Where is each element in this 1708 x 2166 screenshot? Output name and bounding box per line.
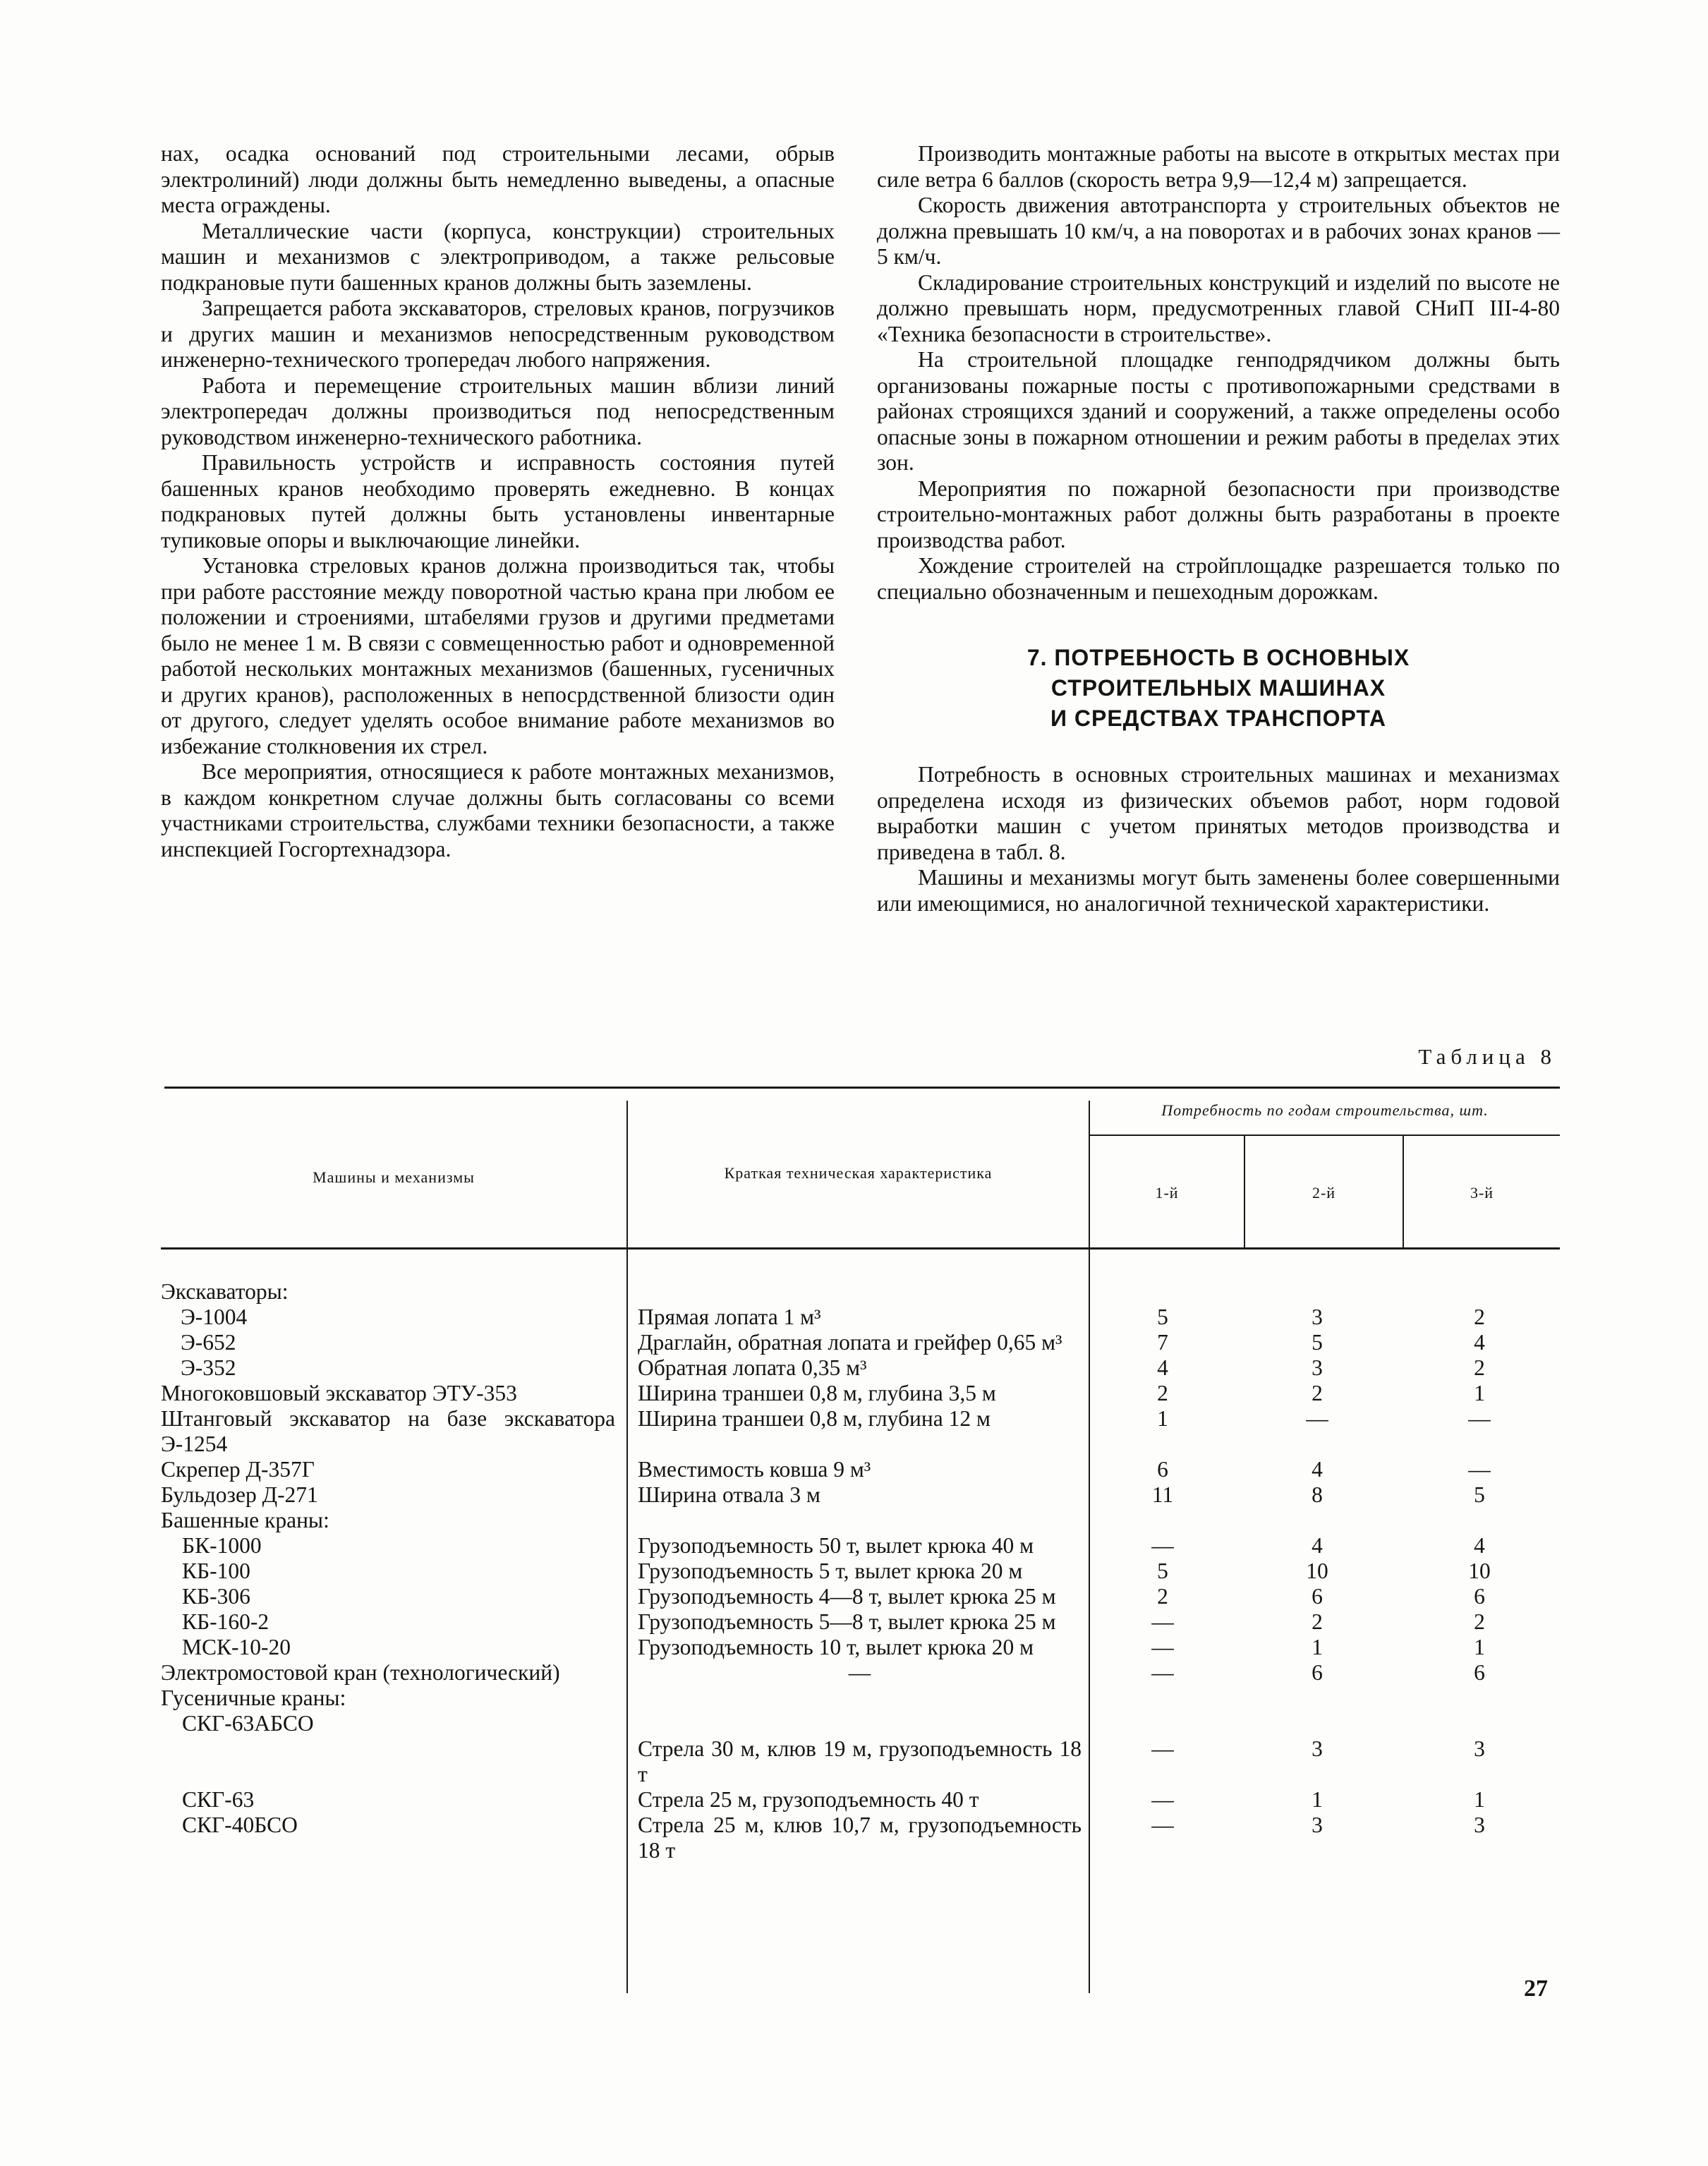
year-1-value: 11 <box>1151 1482 1174 1507</box>
year-2-value: 2 <box>1312 1381 1323 1405</box>
paragraph: Установка стреловых кранов должна производиться так, чтобы при работе расстояние между поворотной частью крана при любом ее положении и строениями, штабелями грузов и другими предметами было не менее 1 м. В связи с совмещенностью работ и одновременной работой нескольких монтажных механизмов (башенных, гусеничных и других кранов), расположенных в непосрдственной близости один от другого, следует уделять особое внимание работе механизмов во избежание столкновения их стрел. <box>161 553 835 758</box>
year-2-value: 3 <box>1312 1813 1323 1837</box>
year-3-value: — <box>1468 1406 1491 1431</box>
table-row <box>161 1406 1561 1457</box>
table-row <box>161 1584 1561 1609</box>
header-year-1: 1-й <box>1155 1184 1179 1202</box>
year-1-value: 4 <box>1157 1355 1168 1380</box>
year-1-value: 6 <box>1157 1457 1168 1482</box>
machine-name: КБ-306 <box>182 1584 250 1609</box>
machine-name: Э-1004 <box>181 1305 248 1329</box>
year-1-value: 2 <box>1157 1584 1168 1609</box>
year-3-value: — <box>1468 1457 1491 1482</box>
table-row <box>161 1508 1561 1533</box>
year-2-value: 10 <box>1306 1559 1328 1583</box>
table-row <box>161 1305 1561 1330</box>
characteristic: Ширина траншеи 0,8 м, глубина 3,5 м <box>638 1381 996 1405</box>
machine-name: Э-652 <box>181 1330 236 1355</box>
machine-name: Скрепер Д-357Г <box>161 1457 315 1482</box>
paragraph: Складирование строительных конструкций и изделий по высоте не должно превышать норм, предусмотренных главой СНиП III-4-80 «Техника безопасности в строительстве». <box>877 270 1560 346</box>
paragraph: Машины и механизмы могут быть заменены более совершенными или имеющимися, но аналогичной технической характеристики. <box>877 865 1560 916</box>
year-2-value: 2 <box>1312 1609 1323 1634</box>
table-row <box>161 1686 1561 1711</box>
paragraph: Хождение строителей на стройплощадке разрешается только по специально обозначенным и пешеходным дорожкам. <box>877 553 1560 604</box>
page-number: 27 <box>1524 1976 1548 2002</box>
section-heading-line: И СРЕДСТВАХ ТРАНСПОРТА <box>1050 706 1387 731</box>
paragraph: Металлические части (корпуса, конструкции) строительных машин и механизмов с электроприводом, а также рельсовые подкрановые пути башенных кранов должны быть заземлены. <box>161 218 835 295</box>
table-row <box>161 1355 1561 1381</box>
table-row <box>161 1330 1561 1355</box>
year-3-value: 3 <box>1474 1736 1485 1761</box>
paragraph: Скорость движения автотранспорта у строительных объектов не должна превышать 10 км/ч, а на поворотах и в рабочих зонах кранов — 5 км/ч. <box>877 193 1560 269</box>
paragraph: Все мероприятия, относящиеся к работе монтажных механизмов, в каждом конкретном случае должны быть согласованы со всеми участниками строительства, службами техники безопасности, а также инспекцией Госгортехнадзора. <box>161 759 835 861</box>
table-top-rule <box>164 1087 1560 1089</box>
left-text-column <box>161 141 835 862</box>
characteristic: Стрела 30 м, клюв 19 м, грузоподъемность 18 т <box>638 1736 1082 1786</box>
year-3-value: 3 <box>1474 1813 1485 1837</box>
year-1-value: — <box>1151 1609 1174 1634</box>
machine-name: Многоковшовый экскаватор ЭТУ-353 <box>161 1381 517 1405</box>
year-1-value: 2 <box>1157 1381 1168 1405</box>
table-row <box>161 1813 1561 1863</box>
machine-name: БК-1000 <box>182 1533 262 1558</box>
characteristic: Грузоподъемность 50 т, вылет крюка 40 м <box>638 1533 1034 1558</box>
year-2-value: 8 <box>1312 1482 1323 1507</box>
paragraph: нах, осадка оснований под строительными лесами, обрыв электролиний) люди должны быть немедленно выведены, а опасные места ограждены. <box>161 141 835 217</box>
year-2-value: 6 <box>1312 1660 1323 1685</box>
paragraph: Потребность в основных строительных машинах и механизмах определена исходя из физических объемов работ, норм годовой выработки машин с учетом принятых методов производства и приведена в табл. 8. <box>877 762 1560 864</box>
paragraph: Производить монтажные работы на высоте в открытых местах при силе ветра 6 баллов (скорость ветра 9,9—12,4 м) запрещается. <box>877 141 1560 192</box>
year-2-value: 6 <box>1312 1584 1323 1609</box>
year-3-value: 1 <box>1474 1635 1485 1659</box>
characteristic: Прямая лопата 1 м³ <box>638 1305 821 1329</box>
year-2-value: — <box>1306 1406 1328 1431</box>
year-2-value: 3 <box>1312 1355 1323 1380</box>
table-row <box>161 1635 1561 1660</box>
year-1-value: 5 <box>1157 1559 1168 1583</box>
characteristic: Ширина траншеи 0,8 м, глубина 12 м <box>638 1406 991 1431</box>
paragraph: Мероприятия по пожарной безопасности при производстве строительно-монтажных работ должны быть разработаны в проекте производства работ. <box>877 476 1560 552</box>
paragraph: На строительной площадке генподрядчиком должны быть организованы пожарные посты с противопожарными средствами в районах строящихся зданий и сооружений, а также определены особо опасные зоны в пожарном отношении и режим работы в пределах этих зон. <box>877 347 1560 475</box>
characteristic: Грузоподъемность 10 т, вылет крюка 20 м <box>638 1635 1034 1659</box>
table-row <box>161 1457 1561 1482</box>
year-1-value: 5 <box>1157 1305 1168 1329</box>
header-year-2: 2-й <box>1312 1184 1336 1202</box>
paragraph: Работа и перемещение строительных машин вблизи линий электропередач должны производиться под непосредственным руководством инженерно-технического работника. <box>161 373 835 449</box>
year-1-value: 1 <box>1157 1406 1168 1431</box>
year-3-value: 4 <box>1474 1330 1485 1355</box>
table-row <box>161 1787 1561 1813</box>
characteristic: Грузоподъемность 5—8 т, вылет крюка 25 м <box>638 1609 1056 1634</box>
section-heading-line: 7. ПОТРЕБНОСТЬ В ОСНОВНЫХ <box>1026 645 1410 670</box>
characteristic: Обратная лопата 0,35 м³ <box>638 1355 867 1380</box>
header-machines: Машины и механизмы <box>313 1168 475 1186</box>
machine-name: Гусеничные краны: <box>161 1686 346 1710</box>
table-body <box>161 1279 1561 1863</box>
machine-name: СКГ-63АБСО <box>182 1711 314 1736</box>
characteristic: Драглайн, обратная лопата и грейфер 0,65 м³ <box>638 1330 1062 1355</box>
year-2-value: 3 <box>1312 1305 1323 1329</box>
paragraph: Запрещается работа экскаваторов, стреловых кранов, погрузчиков и других машин и механизмов непосредственным руководством инженерно-технического тропередач любого напряжения. <box>161 296 835 372</box>
year-3-value: 1 <box>1474 1381 1485 1405</box>
year-3-value: 4 <box>1474 1533 1485 1558</box>
header-characteristic: Краткая техническая характеристика <box>724 1164 993 1182</box>
paragraph: Правильность устройств и исправность состояния путей башенных кранов необходимо проверять ежедневно. В концах подкрановых путей должны быть установлены инвентарные тупиковые опоры и выключающие линейки. <box>161 450 835 552</box>
table-row <box>161 1609 1561 1635</box>
machine-name: Электромостовой кран (технологический) <box>161 1660 560 1685</box>
year-1-value: — <box>1151 1736 1174 1761</box>
year-1-value: — <box>1151 1635 1174 1659</box>
machine-name: Экскаваторы: <box>161 1279 289 1304</box>
table-row <box>161 1559 1561 1584</box>
machine-name: СКГ-63 <box>182 1787 255 1812</box>
table-header-bottom-rule <box>161 1247 1560 1250</box>
year-2-value: 1 <box>1312 1635 1323 1659</box>
table-caption: Таблица 8 <box>1418 1044 1556 1069</box>
section-heading-line: СТРОИТЕЛЬНЫХ МАШИНАХ <box>1050 675 1386 701</box>
section-heading <box>877 643 1560 734</box>
machine-name: Бульдозер Д-271 <box>161 1482 318 1507</box>
year-3-value: 2 <box>1474 1609 1485 1634</box>
machine-name: Штанговый экскаватор на базе экскаватора Э-1254 <box>161 1406 615 1456</box>
table-row <box>161 1381 1561 1406</box>
table-row <box>161 1533 1561 1559</box>
year-2-value: 5 <box>1312 1330 1323 1355</box>
year-1-value: — <box>1151 1533 1174 1558</box>
header-year-group: Потребность по годам строительства, шт. <box>1161 1101 1489 1119</box>
characteristic: Стрела 25 м, клюв 10,7 м, грузоподъемность 18 т <box>638 1813 1082 1863</box>
year-1-value: 7 <box>1157 1330 1168 1355</box>
characteristic: — <box>848 1660 871 1685</box>
table-row <box>161 1711 1561 1736</box>
year-1-value: — <box>1151 1660 1174 1685</box>
characteristic: Вместимость ковша 9 м³ <box>638 1457 871 1482</box>
year-1-value: — <box>1151 1813 1174 1837</box>
characteristic: Стрела 25 м, грузоподъемность 40 т <box>638 1787 979 1812</box>
right-text-column <box>877 141 1560 916</box>
machine-name: КБ-160-2 <box>182 1609 269 1634</box>
year-2-value: 3 <box>1312 1736 1323 1761</box>
table-row <box>161 1279 1561 1305</box>
machine-name: Э-352 <box>181 1355 236 1380</box>
table-row <box>161 1660 1561 1686</box>
machine-name: СКГ-40БСО <box>182 1813 298 1837</box>
year-3-value: 5 <box>1474 1482 1485 1507</box>
table-row <box>161 1736 1561 1787</box>
characteristic: Ширина отвала 3 м <box>638 1482 820 1507</box>
year-2-value: 1 <box>1312 1787 1323 1812</box>
year-group-rule <box>1090 1135 1560 1136</box>
table-row <box>161 1482 1561 1508</box>
characteristic: Грузоподъемность 4—8 т, вылет крюка 25 м <box>638 1584 1056 1609</box>
machine-name: МСК-10-20 <box>182 1635 291 1659</box>
year-3-value: 6 <box>1474 1584 1485 1609</box>
year-3-value: 1 <box>1474 1787 1485 1812</box>
machine-name: КБ-100 <box>182 1559 250 1583</box>
year-3-value: 2 <box>1474 1305 1485 1329</box>
year-3-value: 6 <box>1474 1660 1485 1685</box>
year-3-value: 10 <box>1468 1559 1491 1583</box>
year-3-value: 2 <box>1474 1355 1485 1380</box>
year-1-value: — <box>1151 1787 1174 1812</box>
characteristic: Грузоподъемность 5 т, вылет крюка 20 м <box>638 1559 1023 1583</box>
machine-name: Башенные краны: <box>161 1508 329 1532</box>
year-2-value: 4 <box>1312 1533 1323 1558</box>
year-2-value: 4 <box>1312 1457 1323 1482</box>
header-year-3: 3-й <box>1470 1184 1494 1202</box>
